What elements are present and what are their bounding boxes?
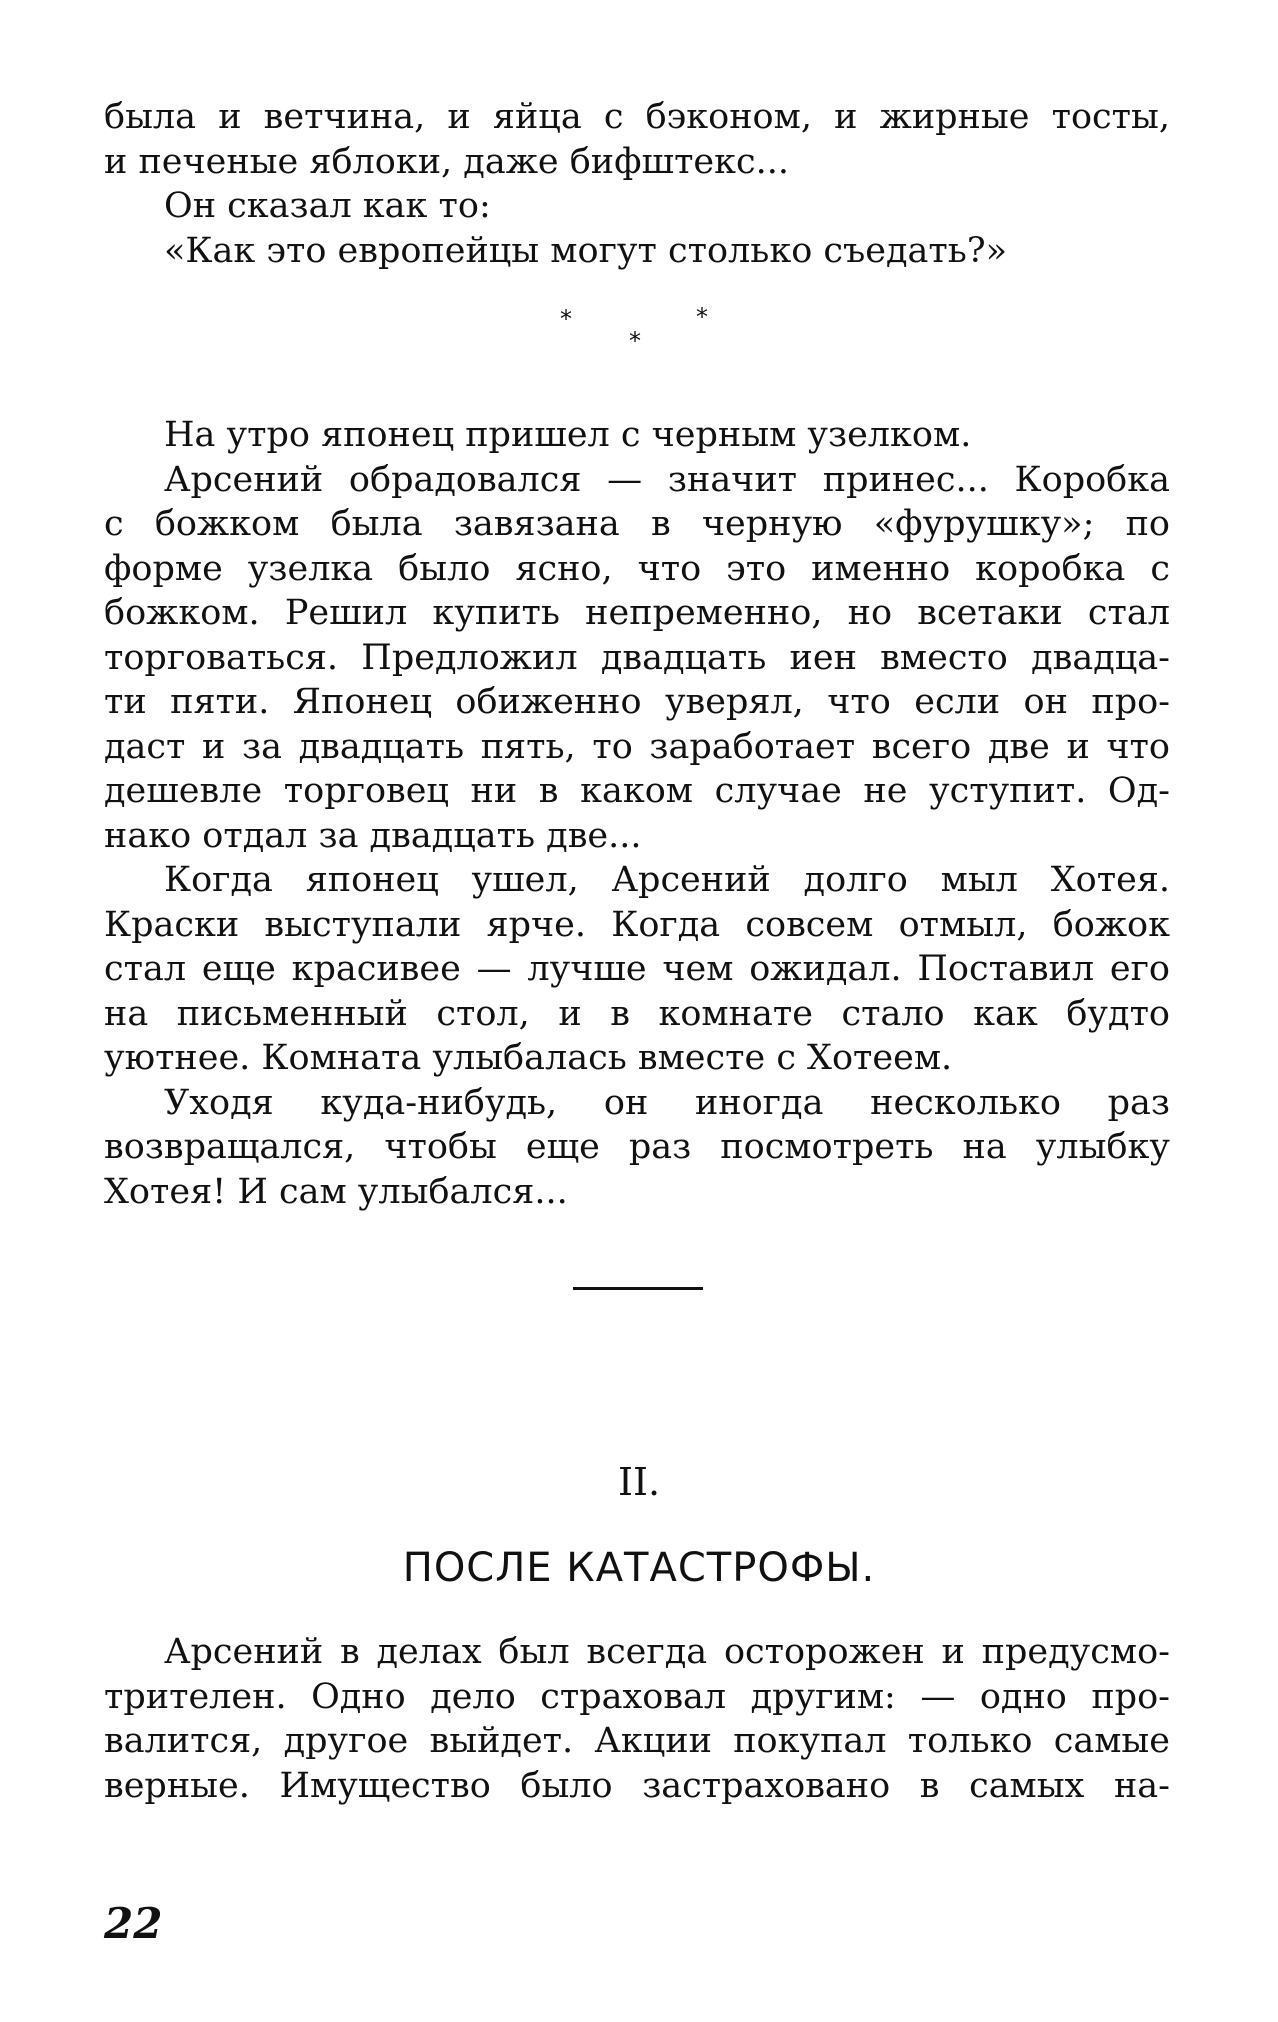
text-line: трителен. Одно дело страховал другим: — одно про- (104, 1676, 1170, 1717)
text-line: Хотея! И сам улыбался... (104, 1171, 568, 1212)
text-line: Арсений обрадовался — значит принес... Коробка (164, 459, 1170, 500)
chapter-title: ПОСЛЕ КАТАСТРОФЫ. (402, 1545, 876, 1591)
text-line: На утро японец пришел с черным узелком. (164, 415, 972, 455)
text-line: возвращался, чтобы еще раз посмотреть на улыбку (104, 1127, 1170, 1167)
text-line: Когда японец ушел, Арсений долго мыл Хотея. (164, 860, 1170, 900)
text-line: нако отдал за двадцать две... (104, 815, 642, 856)
text-line: Краски выступали ярче. Когда совсем отмыл, божок (104, 904, 1170, 945)
text-line: Арсений в делах был всегда осторожен и предусмо- (164, 1632, 1170, 1672)
text-line: верные. Имущество было застраховано в самых на- (104, 1765, 1170, 1806)
paragraph-block-bottom (104, 1630, 1170, 1808)
text-line: даст и за двадцать пять, то заработает всего две и что (104, 726, 1170, 767)
text-line: «Как это европейцы могут столько съедать?» (164, 230, 1007, 271)
text-line: и печеные яблоки, даже бифштекс... (104, 141, 789, 182)
text-line: божком. Решил купить непременно, но всетаки стал (104, 593, 1170, 633)
asterisk: * (629, 327, 641, 355)
text-line: торговаться. Предложил двадцать иен вместо двадца- (104, 637, 1170, 678)
text-line: форме узелка было ясно, что это именно коробка с (104, 548, 1170, 589)
asterisk: * (696, 303, 708, 331)
text-line: дешевле торговец ни в каком случае не уступит. Од- (104, 771, 1170, 811)
text-line: была и ветчина, и яйца с бэконом, и жирные тосты, (104, 97, 1170, 137)
text-line: с божком была завязана в черную «фурушку»; по (104, 504, 1170, 544)
text-line: Он сказал как то: (164, 186, 491, 226)
text-line: на письменный стол, и в комнате стало как будто (104, 993, 1170, 1034)
text-line: уютнее. Комната улыбалась вместе с Хотеем. (104, 1038, 953, 1078)
paragraph-block-top (104, 95, 1170, 273)
text-line: Уходя куда-нибудь, он иногда несколько раз (164, 1082, 1170, 1123)
chapter-number: II. (617, 1460, 661, 1504)
section-divider-rule (573, 1287, 703, 1290)
text-line: стал еще красивее — лучше чем ожидал. Поставил его (104, 949, 1170, 989)
text-line: ти пяти. Японец обиженно уверял, что если он про- (104, 682, 1170, 722)
section-break-asterisks (0, 305, 1278, 365)
paragraph-block-middle (104, 413, 1170, 1214)
asterisk: * (560, 305, 572, 333)
text-line: валится, другое выйдет. Акции покупал только самые (104, 1721, 1170, 1761)
page-number: 22 (104, 1899, 163, 1948)
